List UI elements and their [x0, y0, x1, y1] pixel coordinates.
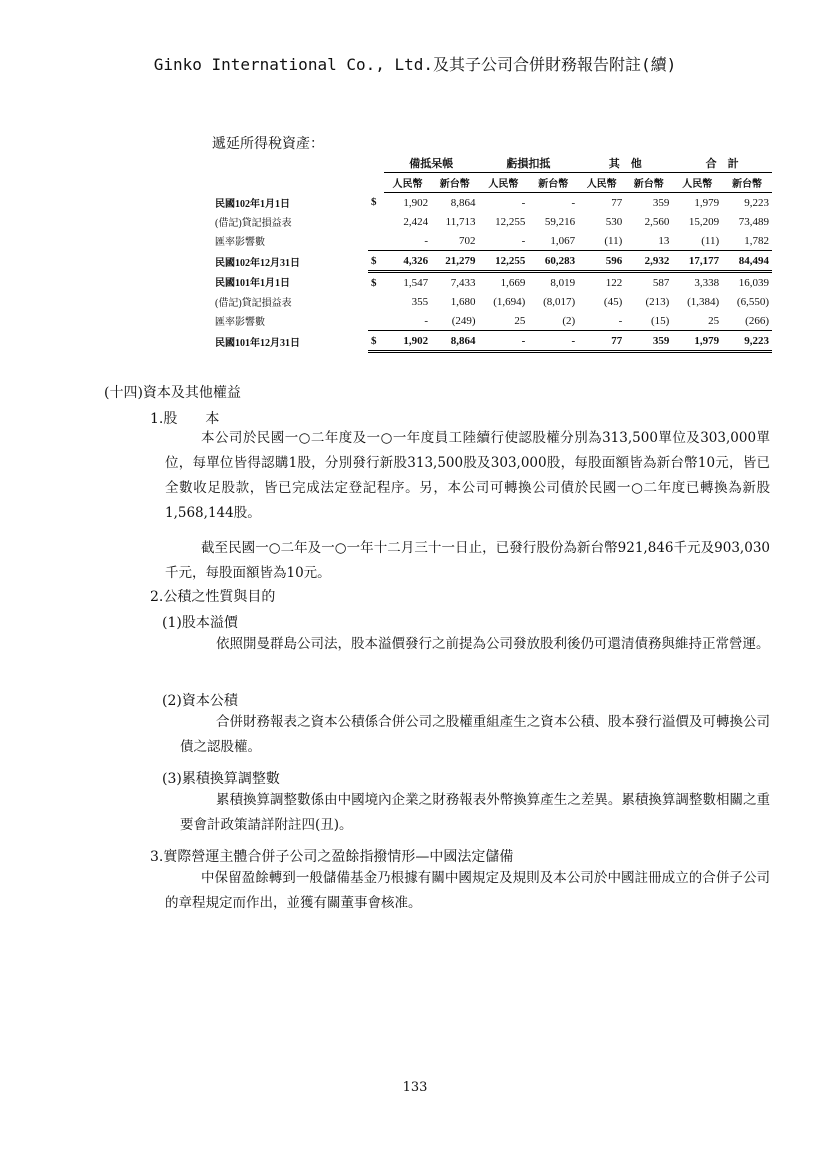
capital-surplus-paragraph: 合併財務報表之資本公積係合併公司之股權重組產生之資本公積、股本發行溢價及可轉換公司債之認股權。	[180, 714, 770, 755]
currency-rmb: 人民幣	[384, 173, 431, 193]
currency-ntd: 新台幣	[625, 173, 672, 193]
currency-symbol: $	[371, 276, 377, 289]
currency-header-row	[212, 173, 772, 193]
table-cell: 530	[605, 215, 623, 228]
table-cell: 9,223	[722, 331, 772, 352]
table-cell: -	[528, 331, 578, 352]
table-cell: 25	[479, 311, 529, 331]
row-label: (借記)貸記損益表	[215, 298, 292, 309]
table-row	[212, 231, 772, 251]
table-row	[212, 251, 772, 272]
currency-ntd: 新台幣	[722, 173, 772, 193]
group-other: 其 他	[578, 153, 672, 173]
table-cell: 2,932	[625, 251, 672, 272]
table-cell: -	[384, 311, 431, 331]
table-cell: 8,864	[431, 331, 478, 352]
table-cell: 355	[411, 295, 429, 308]
table-cell: 1,669	[500, 276, 526, 289]
table-cell: 122	[605, 276, 623, 289]
table-cell: -	[571, 196, 576, 209]
table-row	[212, 311, 772, 331]
table-cell: 13	[625, 231, 672, 251]
table-cell: 596	[578, 251, 625, 272]
table-cell: 8,864	[450, 196, 476, 209]
table-cell: 9,223	[744, 196, 769, 209]
table-cell: (6,550)	[736, 295, 769, 308]
table-cell: -	[479, 331, 529, 352]
table-cell: 359	[652, 196, 670, 209]
table-cell: 25	[672, 311, 722, 331]
page-header: Ginko International Co., Ltd.及其子公司合併財務報告附註(續)	[153, 55, 677, 74]
table-cell: (2)	[528, 311, 578, 331]
table-cell: 2,424	[403, 215, 429, 228]
table-row	[212, 193, 772, 213]
currency-rmb: 人民幣	[672, 173, 722, 193]
table-row	[212, 212, 772, 231]
section-2-title: 2.公積之性質與目的	[150, 589, 276, 605]
table-cell: -	[384, 231, 431, 251]
currency-symbol	[368, 311, 384, 331]
currency-rmb: 人民幣	[578, 173, 625, 193]
table-cell: (11)	[672, 231, 722, 251]
table-cell: (15)	[625, 311, 672, 331]
row-label: 民國101年1月1日	[215, 278, 290, 290]
table-cell: 73,489	[738, 215, 769, 228]
table-cell: 1,979	[672, 331, 722, 352]
table-cell: (11)	[578, 231, 625, 251]
currency-ntd: 新台幣	[431, 173, 478, 193]
section-2-1-title: (1)股本溢價	[162, 615, 238, 631]
table-cell: 77	[611, 196, 623, 209]
table-cell: (1,694)	[493, 295, 526, 308]
table-cell: (266)	[722, 311, 772, 331]
table-cell: 1,902	[403, 196, 429, 209]
section-3-title: 3.實際營運主體合併子公司之盈餘指撥情形—中國法定儲備	[150, 849, 514, 865]
table-row	[212, 272, 772, 293]
table-cell: 3,338	[694, 276, 720, 289]
section-14-title: (十四)資本及其他權益	[104, 385, 241, 401]
table-row	[212, 331, 772, 352]
table-cell: 15,209	[688, 215, 720, 228]
table-cell: (249)	[431, 311, 478, 331]
group-total: 合 計	[672, 153, 772, 173]
table-cell: -	[521, 196, 526, 209]
share-premium-paragraph: 依照開曼群島公司法，股本溢價發行之前提為公司發放股利後仍可還清債務與維持正常營運。	[216, 636, 770, 652]
table-cell: (1,384)	[687, 295, 720, 308]
section-2-3-title: (3)累積換算調整數	[162, 771, 280, 787]
table-cell: 7,433	[450, 276, 476, 289]
table-cell: 1,902	[384, 331, 431, 352]
table-cell: 17,177	[672, 251, 722, 272]
share-capital-paragraph-2: 截至民國一○二年及一○一年十二月三十一日止，已發行股份為新台幣921,846千元及903,030千元，每股面額皆為10元。	[165, 540, 770, 581]
table-cell: -	[479, 231, 529, 251]
table-cell: 84,494	[722, 251, 772, 272]
currency-symbol: $	[371, 196, 377, 209]
group-header-row	[212, 153, 772, 173]
deferred-tax-table	[212, 153, 772, 353]
table-cell: 359	[625, 331, 672, 352]
table-cell: 16,039	[738, 276, 769, 289]
table-cell: 60,283	[528, 251, 578, 272]
table-cell: 1,680	[450, 295, 476, 308]
translation-adjustment-paragraph: 累積換算調整數係由中國境內企業之財務報表外幣換算產生之差異。累積換算調整數相關之重要會計政策請詳附註四(丑)。	[180, 792, 770, 833]
table-cell: 1,547	[403, 276, 429, 289]
currency-rmb: 人民幣	[479, 173, 529, 193]
section-1-title: 1.股 本	[150, 411, 220, 427]
table-cell: 1,067	[528, 231, 578, 251]
table-cell: 8,019	[550, 276, 576, 289]
currency-symbol: $	[368, 251, 384, 272]
table-cell: 77	[578, 331, 625, 352]
group-loss-carryforward: 虧損扣抵	[479, 153, 579, 173]
row-label: 民國101年12月31日	[215, 337, 300, 349]
section-2-2-title: (2)資本公積	[162, 693, 238, 709]
table-cell: 1,979	[694, 196, 720, 209]
table-cell: -	[578, 311, 625, 331]
table-cell: 12,255	[479, 251, 529, 272]
deferred-tax-title: 遞延所得稅資產：	[212, 136, 324, 152]
row-label: 匯率影響數	[215, 237, 265, 249]
statutory-reserve-paragraph: 中保留盈餘轉到一般儲備基金乃根據有關中國規定及規則及本公司於中國註冊成立的合併子公司的章程規定而作出，並獲有關董事會核准。	[165, 870, 770, 911]
group-allowance: 備抵呆帳	[384, 153, 479, 173]
table-cell: 1,782	[722, 231, 772, 251]
table-cell: 12,255	[495, 215, 526, 228]
table-cell: 11,713	[445, 215, 476, 228]
table-cell: 587	[652, 276, 670, 289]
table-row	[212, 292, 772, 311]
currency-symbol	[368, 231, 384, 251]
page-number: 133	[402, 1080, 428, 1095]
table-cell: 59,216	[544, 215, 576, 228]
row-label: (借記)貸記損益表	[215, 218, 292, 229]
share-capital-paragraph-1: 本公司於民國一○二年度及一○一年度員工陸續行使認股權分別為313,500單位及303,000單位，每單位皆得認購1股，分別發行新股313,500股及303,000股，每股面額皆為新台幣10元，皆已全數收足股款，皆已完成法定登記程序。另，本公司可轉換公司債於民國一○二年度已轉換為新股1,568,144股。	[165, 430, 770, 521]
table-cell: 4,326	[384, 251, 431, 272]
currency-symbol	[368, 212, 384, 231]
currency-ntd: 新台幣	[528, 173, 578, 193]
table-cell: 21,279	[431, 251, 478, 272]
table-cell: (8,017)	[543, 295, 576, 308]
currency-symbol	[368, 292, 384, 311]
row-label: 匯率影響數	[215, 317, 265, 329]
table-cell: 702	[431, 231, 478, 251]
row-label: 民國102年1月1日	[215, 198, 290, 210]
currency-symbol: $	[368, 331, 384, 352]
row-label: 民國102年12月31日	[215, 257, 300, 269]
table-cell: 2,560	[644, 215, 670, 228]
table-cell: (213)	[645, 295, 670, 308]
table-cell: (45)	[603, 295, 623, 308]
